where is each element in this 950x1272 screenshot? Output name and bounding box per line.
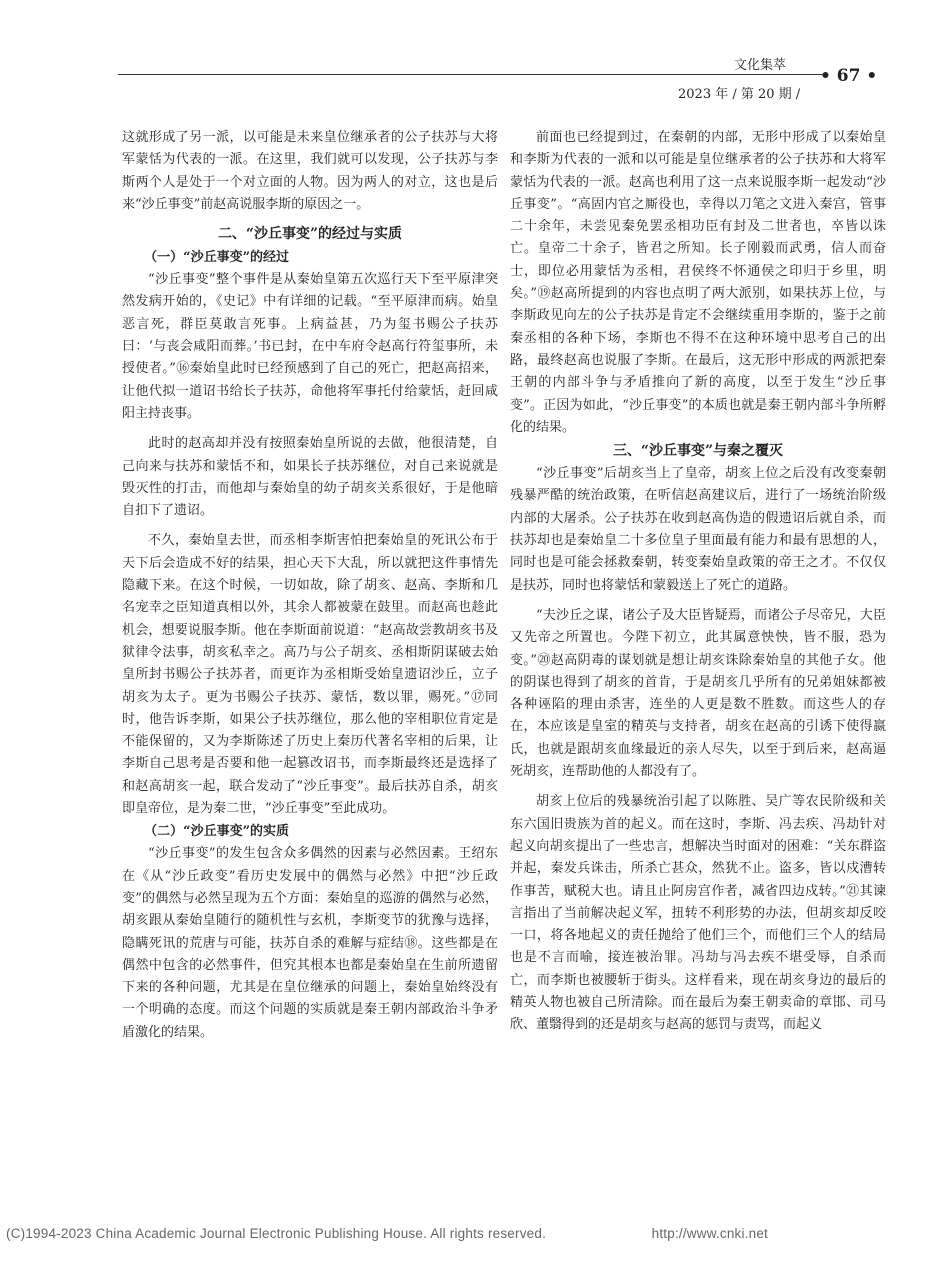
paragraph: 前面也已经提到过，在秦朝的内部，无形中形成了以秦始皇和李斯为代表的一派和以可能是皇位继承者的公子扶苏和大将军蒙恬为代表的一派。赵高也利用了这一点来说服李斯一起发动“沙丘事变”。“高固内官之厮役也，幸得以刀笔之文进入秦宫，管事二十余年，未尝见秦免罢丞相功臣有封及二世者也，卒皆以诛亡。皇帝二十余子，皆君之所知。长子刚毅而武勇，信人而奋士，即位必用蒙恬为丞相，君侯终不怀通侯之印归于乡里，明矣。”⑲赵高所提到的内容也点明了两大派别，如果扶苏上位，与李斯政见向左的公子扶苏是肯定不会继续重用李斯的，鉴于之前秦丞相的各种下场，李斯也不得不在这种环境中思考自己的出路，最终赵高也说服了李斯。在最后，这无形中形成的两派把秦王朝的内部斗争与矛盾推向了新的高度，以至于发生“沙丘事变”。正因为如此，“沙丘事变”的本质也就是秦王朝内部斗争所孵化的结果。 (510, 130, 886, 435)
right-column (510, 127, 886, 1037)
subsection-heading: （一）“沙丘事变”的经过 (144, 250, 290, 266)
paragraph: 这就形成了另一派，以可能是未来皇位继承者的公子扶苏与大将军蒙恬为代表的一派。在这里，我们就可以发现，公子扶苏与李斯两个人是处于一个对立面的人物。因为两人的对立，这也是后来“沙丘事变”前赵高说服李斯的原因之一。 (122, 130, 498, 212)
section-heading: 二、“沙丘事变”的经过与实质 (217, 226, 403, 243)
paragraph: 此时的赵高却并没有按照秦始皇所说的去做，他很清楚，自己向来与扶苏和蒙恬不和，如果长子扶苏继位，对自己来说就是毁灭性的打击，而他却与秦始皇的幼子胡亥关系很好，于是他暗自扣下了遗诏。 (122, 436, 498, 519)
footer-link[interactable]: http://www.cnki.net (651, 1226, 768, 1241)
paragraph: 不久，秦始皇去世，而丞相李斯害怕把秦始皇的死讯公布于天下后会造成不好的结果，担心天下大乱，所以就把这件事情先隐藏下来。在这个时候，一切如故，除了胡亥、赵高、李斯和几名宠幸之臣知道真相以外，其余人都被蒙在鼓里。而赵高也趁此机会，想要说服李斯。他在李斯面前说道：“赵高故尝教胡亥书及狱律令法事，胡亥私幸之。高乃与公子胡亥、丞相斯阴谋破去始皇所封书赐公子扶苏者，而更诈为丞相斯受始皇遗诏沙丘，立子胡亥为太子。更为书赐公子扶苏、蒙恬，数以罪，赐死。”⑰同时，他告诉李斯，如果公子扶苏继位，那么他的宰相职位肯定是不能保留的，又为李斯陈述了历史上秦历代著名宰相的后果，让李斯自己思考是否要和他一起篡改诏书，而李斯最终还是选择了和赵高胡亥一起，联合发动了“沙丘事变”。最后扶苏自杀，胡亥即皇帝位，是为秦二世，“沙丘事变”至此成功。 (122, 533, 498, 817)
header-rule (118, 74, 824, 75)
copyright-notice: (C)1994-2023 China Academic Journal Electronic Publishing House. All rights reserved. (6, 1226, 547, 1241)
paragraph: 胡亥上位后的残暴统治引起了以陈胜、吴广等农民阶级和关东六国旧贵族为首的起义。而在这时，李斯、冯去疾、冯劫针对起义向胡亥提出了一些忠言，想解决当时面对的困难：“关东群盗并起，秦发兵诛击，所杀亡甚众，然犹不止。盗多，皆以戍漕转作事苦，赋税大也。请且止阿房宫作者，减省四边戍转。”㉑其谏言指出了当前解决起义军，扭转不利形势的办法，但胡亥却反咬一口，将各地起义的责任抛给了他们三个，而他们三个人的结局也是不言而喻，接连被治罪。冯劫与冯去疾不堪受辱，自杀而亡，而李斯也被腰斩于街头。这样看来，现在胡亥身边的最后的精英人物也被自己所清除。而在最后为秦王朝卖命的章邯、司马欣、董翳得到的还是胡亥与赵高的惩罚与责骂，而起义 (510, 794, 886, 1033)
section-heading: 三、“沙丘事变”与秦之覆灭 (612, 443, 784, 460)
issue-info: 2023 年 / 第 20 期 / (678, 87, 801, 102)
page-number: • 67 • (820, 66, 878, 86)
subsection-heading: （二）“沙丘事变”的实质 (144, 824, 290, 840)
paragraph: “沙丘事变”整个事件是从秦始皇第五次巡行天下至平原津突然发病开始的，《史记》中有详细的记载。“至平原津而病。始皇恶言死，群臣莫敢言死事。上病益甚，乃为玺书赐公子扶苏曰：‘与丧会咸阳而葬。’书已封，在中车府令赵高行符玺事所，未授使者。”⑯秦始皇此时已经预感到了自己的死亡，把赵高招来，让他代拟一道诏书给长子扶苏，命他将军事托付给蒙恬，赶回咸阳主持丧事。 (122, 272, 498, 421)
paragraph: “沙丘事变”后胡亥当上了皇帝，胡亥上位之后没有改变秦朝残暴严酷的统治政策，在听信赵高建议后，进行了一场统治阶级内部的大屠杀。公子扶苏在收到赵高伪造的假遗诏后就自杀，而扶苏却也是秦始皇二十多位皇子里面最有能力和最有思想的人，同时也是可能会拯救秦朝，转变秦始皇政策的帝王之才。不仅仅是扶苏，同时也将蒙恬和蒙毅送上了死亡的道路。 (510, 466, 886, 593)
left-column (122, 127, 498, 1044)
footer (6, 1226, 946, 1241)
paragraph: “沙丘事变”的发生包含众多偶然的因素与必然因素。王绍东在《从“沙丘政变”看历史发展中的偶然与必然》中把“沙丘政变”的偶然与必然呈现为五个方面：秦始皇的巡游的偶然与必然，胡亥跟从秦始皇随行的随机性与玄机，李斯变节的犹豫与选择，隐瞒死讯的荒唐与可能，扶苏自杀的难解与症结⑱。这些都是在偶然中包含的必然事件，但究其根本也都是秦始皇在生前所遗留下来的各种问题，尤其是在皇位继承的问题上，秦始皇始终没有一个明确的态度。而这个问题的实质就是秦王朝内部政治斗争矛盾激化的结果。 (122, 846, 498, 1040)
journal-title: 文化集萃 (734, 58, 787, 73)
paragraph: “夫沙丘之谋，诸公子及大臣皆疑焉，而诸公子尽帝兄，大臣又先帝之所置也。今陛下初立，此其属意怏怏，皆不服，恐为变。”⑳赵高阴毒的谋划就是想让胡亥诛除秦始皇的其他子女。他的阴谋也得到了胡亥的首肯，于是胡亥几乎所有的兄弟姐妹都被各种诬陷的理由杀害，连坐的人更是数不胜数。而这些人的存在，本应该是皇室的精英与支持者，胡亥在赵高的引诱下使得嬴氏，也就是跟胡亥血缘最近的亲人尽失，以至于到后来，赵高逼死胡亥，连帮助他的人都没有了。 (510, 607, 886, 780)
